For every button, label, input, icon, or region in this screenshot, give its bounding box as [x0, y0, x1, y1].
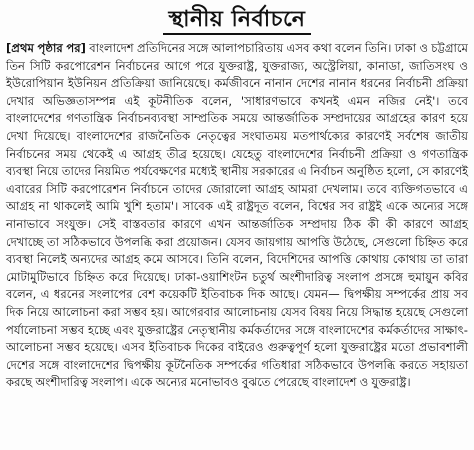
article-body-text: বাংলাদেশ প্রতিদিনের সঙ্গে আলাপচারিতায় এসব কথা বলেন তিনি। ঢাকা ও চট্টগ্রামে তিন সিটি করপোরেশন নির্বাচনের আগে পরে যুক্তরাষ্ট্র, যুক্তরাজ্য, অস্ট্রেলিয়া, কানাডা, জাতিসংঘ ও ইউরোপিয়ান ইউনিয়ন প্রতিক্রিয়া জানিয়েছে। কর্মজীবনে নানান দেশের নানান ধরনের নির্বাচনী প্রক্রিয়া দেখার অভিজ্ঞতাসম্পন্ন এই কূটনীতিক বলেন, 'সাধারণভাবে কখনই এমন নজির নেই'। তবে বাংলাদেশের গণতান্ত্রিক নির্বাচনব্যবস্থা সাম্প্রতিক সময়ে আন্তর্জাতিক সম্প্রদায়ের আগ্রহের কারণ হয়ে দেখা দিয়েছে। বাংলাদেশের রাজনৈতিক নেতৃত্বের সংঘাতময় মতপার্থক্যের কারণেই সর্বশেষ জাতীয় নির্বাচনের সময় থেকেই এ আগ্রহ তীব্র হয়েছে। যেহেতু বাংলাদেশের নির্বাচনী প্রক্রিয়া ও গণতান্ত্রিক ব্যবস্থা নিয়ে তাদের নিয়মিত পর্যবেক্ষণের মধ্যেই স্থানীয় সরকারের এ নির্বাচন অনুষ্ঠিত হলো, সে কারণেই এবারের সিটি করপোরেশন নির্বাচনে তাদের জোরালো আগ্রহ আমরা দেখলাম। তবে ব্যক্তিগতভাবে এ আগ্রহ না থাকলেই আমি খুশি হতাম'। সাবেক এই রাষ্ট্রদূত বলেন, বিশ্বের সব রাষ্ট্রই একে অন্যের সঙ্গে নানাভাবে সংযুক্ত। সেই বাস্তবতার কারণে এখন আন্তর্জাতিক সম্প্রদায় ঠিক কী কী কারণে আগ্রহ দেখাচ্ছে তা সঠিকভাবে উপলব্ধি করা প্রয়োজন। যেসব জায়গায় আপত্তি উঠেছে, সেগুলো চিহ্নিত করে ব্যবস্থা নিলেই অন্যদের আগ্রহ কমে আসবে। তিনি বলেন, বিদেশিদের আপত্তি কোথায় কোথায় তা তারা মোটামুটিভাবে চিহ্নিত করে দিয়েছে। ঢাকা-ওয়াশিংটন চতুর্থ অংশীদারিত্ব সংলাপ প্রসঙ্গে হুমায়ুন কবির বলেন, এ ধরনের সংলাপের বেশ কয়েকটি ইতিবাচক দিক আছে। যেমন— দ্বিপক্ষীয় সম্পর্কের প্রায় সব দিক নিয়ে আলোচনা করা সম্ভব হয়। আগেরবার আলোচনায় যেসব বিষয় নিয়ে সিদ্ধান্ত হয়েছে সেগুলো পর্যালোচনা সম্ভব হচ্ছে এবং যুক্তরাষ্ট্রের নেতৃস্থানীয় কর্মকর্তাদের সঙ্গে বাংলাদেশের কর্মকর্তাদের সাক্ষাৎ-আলোচনা সম্ভব হয়েছে। এসব ইতিবাচক দিকের বাইরেও গুরুত্বপূর্ণ হলো যুক্তরাষ্ট্রের মতো প্রভাবশালী দেশের সঙ্গে বাংলাদেশের দ্বিপক্ষীয় কূটনৈতিক সম্পর্কের গতিধারা সঠিকভাবে উপলব্ধি করতে সহায়তা করছে অংশীদারিত্ব সংলাপ। একে অন্যের মনোভাবও বুঝতে পেরেছে বাংলাদেশ ও যুক্তরাষ্ট্র। [6, 41, 468, 390]
continuation-tag: [প্রথম পৃষ্ঠার পর] [6, 41, 86, 55]
article-headline [0, 0, 474, 38]
headline-text: স্থানীয় নির্বাচনে [163, 6, 312, 35]
article-body [0, 38, 474, 392]
